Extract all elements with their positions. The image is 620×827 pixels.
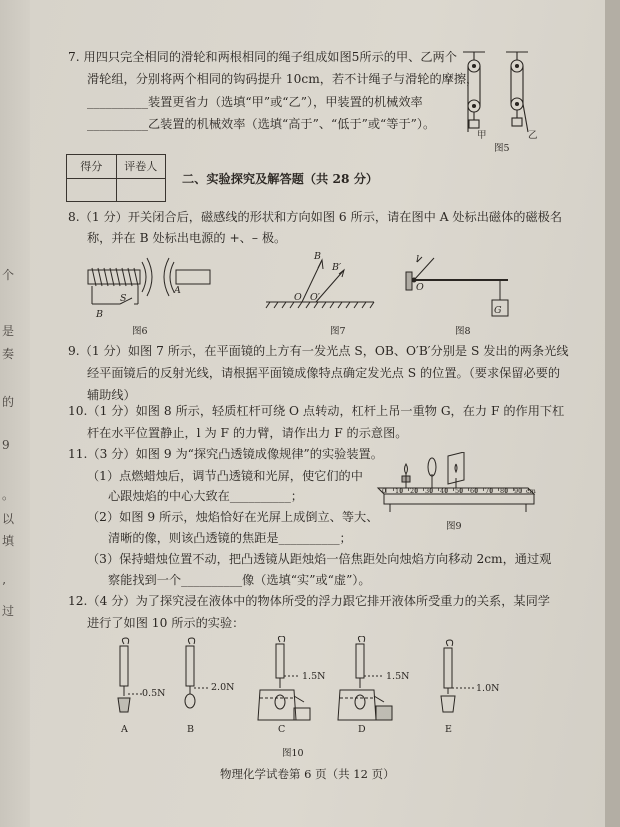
grader-cell[interactable] <box>116 178 166 202</box>
q8-line2: 称，并在 B 处标出电源的 +、– 极。 <box>87 231 287 245</box>
figure-10-buoyancy <box>104 636 514 740</box>
figure-9-caption: 图9 <box>446 521 462 532</box>
q10-line2: 杆在水平位置静止，l 为 F 的力臂，请作出力 F 的示意图。 <box>87 426 408 440</box>
tick-label: 30 <box>425 487 434 495</box>
section-2-title: 二、实验探究及解答题（共 28 分） <box>182 172 379 186</box>
q9-line1: 9.（1 分）如图 7 所示，在平面镜的上方有一发光点 S，OB、O′B′分别是 S 发出的两条光线 <box>68 344 569 358</box>
figure-10-label-c: C <box>278 724 286 735</box>
figure-5-caption: 图5 <box>494 143 510 154</box>
figure-8-caption: 图8 <box>455 326 471 337</box>
margin-fragment: 。 <box>2 488 15 502</box>
tick-label: 40 <box>440 487 449 495</box>
figure-7-label-b: B <box>314 251 321 262</box>
page-edge <box>605 0 620 827</box>
figure-10-caption: 图10 <box>282 748 304 759</box>
figure-7-caption: 图7 <box>330 326 346 337</box>
q10-line1: 10.（1 分）如图 8 所示，轻质杠杆可绕 O 点转动，杠杆上吊一重物 G，在力 F 的作用下杠 <box>68 404 565 418</box>
figure-7-label-oprime: O′ <box>310 292 320 303</box>
margin-fragment: 是 <box>2 324 15 338</box>
figure-10-reading-b: 2.0N <box>211 682 235 693</box>
tick-label: 90 <box>514 487 523 495</box>
figure-10-reading-c: 1.5N <box>302 671 326 682</box>
figure-10-reading-e: 1.0N <box>476 683 500 694</box>
q11-p1a: （1）点燃蜡烛后，调节凸透镜和光屏，使它们的中 <box>87 469 363 483</box>
figure-8-label-g: G <box>494 305 502 316</box>
q7-line4: __________乙装置的机械效率（选填“高于”、“低于”或“等于”）。 <box>87 117 436 131</box>
figure-8-label-l: l <box>416 254 420 265</box>
score-cell[interactable] <box>67 178 117 202</box>
figure-10-reading-d: 1.5N <box>386 671 410 682</box>
q11-p2b: 清晰的像，则该凸透镜的焦距是__________； <box>108 531 352 545</box>
margin-fragment: 9 <box>2 438 10 452</box>
q9-line3: 辅助线） <box>87 388 136 402</box>
q7-line3: __________装置更省力（选填“甲”或“乙”），甲装置的机械效率 <box>87 95 423 109</box>
margin-fragment: 的 <box>2 395 15 409</box>
q7-line2: 滑轮组，分别将两个相同的钩码提升 10cm，若不计绳子与滑轮的摩擦， <box>87 72 479 86</box>
q7-line1: 7. 用四只完全相同的滑轮和两根相同的绳子组成如图5所示的甲、乙两个 <box>68 50 457 64</box>
tick-label: 0 <box>382 487 387 495</box>
figure-10-label-d: D <box>358 724 366 735</box>
figure-10-label-e: E <box>445 724 452 735</box>
q11-line1: 11.（3 分）如图 9 为“探究凸透镜成像规律”的实验装置。 <box>68 447 383 461</box>
figure-9-optical-bench <box>376 452 536 518</box>
grader-header: 评卷人 <box>116 155 166 179</box>
figure-7-mirror <box>264 254 376 310</box>
margin-fragment: 个 <box>2 268 15 282</box>
tick-label: cm <box>526 487 536 495</box>
figure-5-pulleys <box>458 48 538 150</box>
tick-label: 20 <box>410 487 419 495</box>
figure-5-label-yi: 乙 <box>528 130 538 141</box>
figure-6-label-b: B <box>96 309 103 320</box>
figure-10-label-a: A <box>121 724 128 735</box>
figure-9-ticks <box>376 487 536 497</box>
q11-p2a: （2）如图 9 所示，烛焰恰好在光屏上成倒立、等大、 <box>87 510 379 524</box>
tick-label: 50 <box>455 487 464 495</box>
q11-p1b: 心跟烛焰的中心大致在__________； <box>108 489 303 503</box>
q11-p3a: （3）保持蜡烛位置不动，把凸透镜从距烛焰一倍焦距处向烛焰方向移动 2cm，通过观 <box>87 552 552 566</box>
figure-7-label-bprime: B′ <box>332 262 342 273</box>
figure-10-reading-a: 0.5N <box>142 688 166 699</box>
margin-fragment: ’ <box>2 580 6 594</box>
q12-line1: 12.（4 分）为了探究浸在液体中的物体所受的浮力跟它排开液体所受重力的关系，某同学 <box>68 594 550 608</box>
margin-fragment: 过 <box>2 604 15 618</box>
page-footer: 物理化学试卷第 6 页（共 12 页） <box>220 767 395 781</box>
figure-5-label-jia: 甲 <box>477 130 487 141</box>
figure-6-solenoid <box>84 256 214 318</box>
q8-line1: 8.（1 分）开关闭合后，磁感线的形状和方向如图 6 所示，请在图中 A 处标出磁体的磁极名 <box>68 210 563 224</box>
figure-7-label-o: O <box>294 292 302 303</box>
q12-line2: 进行了如图 10 所示的实验： <box>87 616 245 630</box>
margin-fragment: 奏 <box>2 347 15 361</box>
q9-line2: 经平面镜后的反射光线，请根据平面镜成像特点确定发光点 S 的位置。（要求保留必要的 <box>87 366 561 380</box>
tick-label: 70 <box>485 487 494 495</box>
score-header: 得分 <box>67 155 117 179</box>
margin-fragment: 以 <box>2 512 15 526</box>
score-table <box>66 154 166 202</box>
tick-label: 10 <box>395 487 404 495</box>
adjacent-page-strip <box>0 0 30 827</box>
tick-label: 60 <box>470 487 479 495</box>
q11-p3b: 察能找到一个__________像（选填“实”或“虚”）。 <box>108 573 371 587</box>
figure-6-label-s: S <box>120 293 127 304</box>
figure-10-label-b: B <box>187 724 194 735</box>
margin-fragment: 填 <box>2 534 15 548</box>
figure-6-caption: 图6 <box>132 326 148 337</box>
tick-label: 80 <box>500 487 509 495</box>
figure-6-label-a: A <box>174 285 181 296</box>
figure-8-label-o: O <box>416 282 424 293</box>
